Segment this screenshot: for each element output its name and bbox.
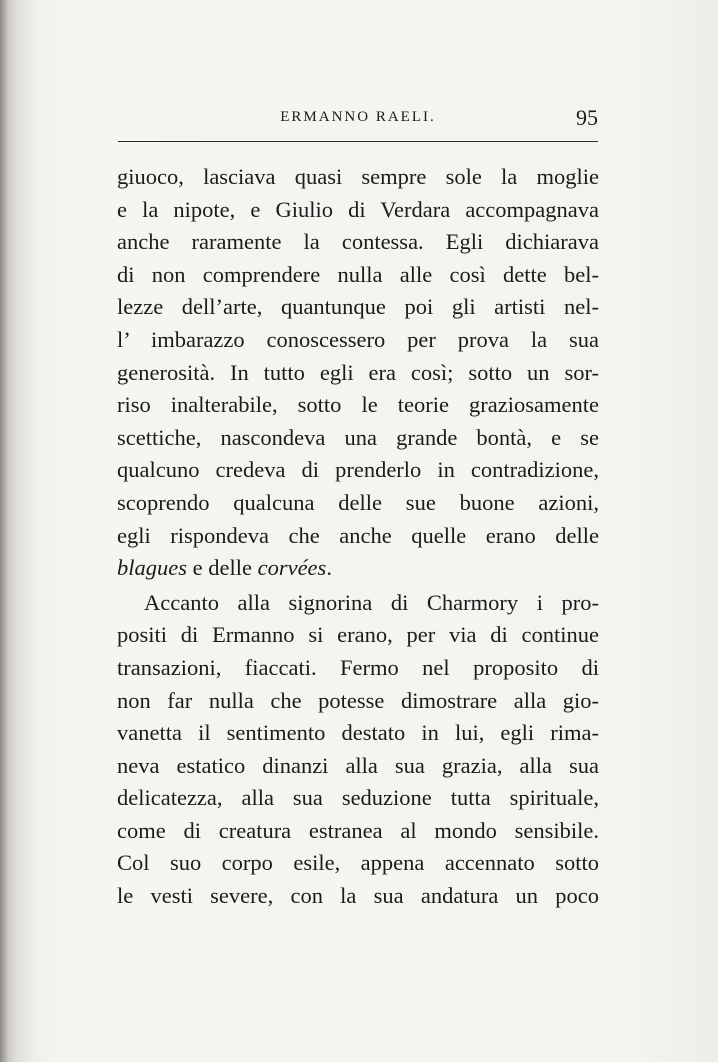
line-end-punctuation: .	[326, 555, 332, 581]
text-line: riso inalterabile, sotto le teorie graziosamente	[117, 392, 599, 418]
running-head	[118, 105, 598, 135]
header-rule	[118, 141, 598, 142]
italic-word-corvees: corvées	[257, 555, 327, 581]
text-line: vanetta il sentimento destato in lui, egli rima-	[117, 720, 599, 746]
text-line-last	[117, 552, 599, 585]
text-line: transazioni, fiaccati. Fermo nel proposito di	[117, 654, 599, 680]
text-line: non far nulla che potesse dimostrare alla gio-	[117, 687, 599, 713]
binding-edge	[0, 0, 34, 1062]
text-line: anche raramente la contessa. Egli dichiarava	[117, 229, 599, 255]
text-line: l’ imbarazzo conoscessero per prova la sua	[117, 326, 599, 352]
text-line: delicatezza, alla sua seduzione tutta spirituale,	[117, 785, 599, 811]
text-line: neva estatico dinanzi alla sua grazia, alla sua	[117, 752, 599, 778]
paragraph-2	[117, 587, 599, 913]
text-line: come di creatura estranea al mondo sensibile.	[117, 817, 599, 843]
text-line: generosità. In tutto egli era così; sotto un sor-	[117, 359, 599, 385]
text-line: scoprendo qualcuna delle sue buone azioni,	[117, 489, 599, 515]
text-line: le vesti severe, con la sua andatura un poco	[117, 883, 599, 909]
text-line: positi di Ermanno si erano, per via di continue	[117, 622, 599, 648]
text-line: qualcuno credeva di prenderlo in contradizione,	[117, 457, 599, 483]
running-head-title: ERMANNO RAELI.	[280, 109, 436, 125]
text-line-indented: Accanto alla signorina di Charmory i pro-	[144, 589, 599, 615]
text-line: scettiche, nascondeva una grande bontà, e se	[117, 424, 599, 450]
text-line: di non comprendere nulla alle così dette bel-	[117, 261, 599, 287]
text-line: giuoco, lasciava quasi sempre sole la moglie	[117, 164, 599, 189]
text-line: e la nipote, e Giulio di Verdara accompagnava	[117, 196, 599, 222]
text-line: lezze dell’arte, quantunque poi gli artisti nel-	[117, 294, 599, 320]
connector-text: e delle	[187, 555, 258, 581]
body-text	[117, 161, 599, 913]
paragraph-1	[117, 161, 599, 585]
text-line: Col suo corpo esile, appena accennato sotto	[117, 850, 599, 876]
text-line: egli rispondeva che anche quelle erano delle	[117, 522, 599, 548]
page-number: 95	[576, 105, 598, 130]
italic-word-blagues: blagues	[117, 555, 187, 581]
